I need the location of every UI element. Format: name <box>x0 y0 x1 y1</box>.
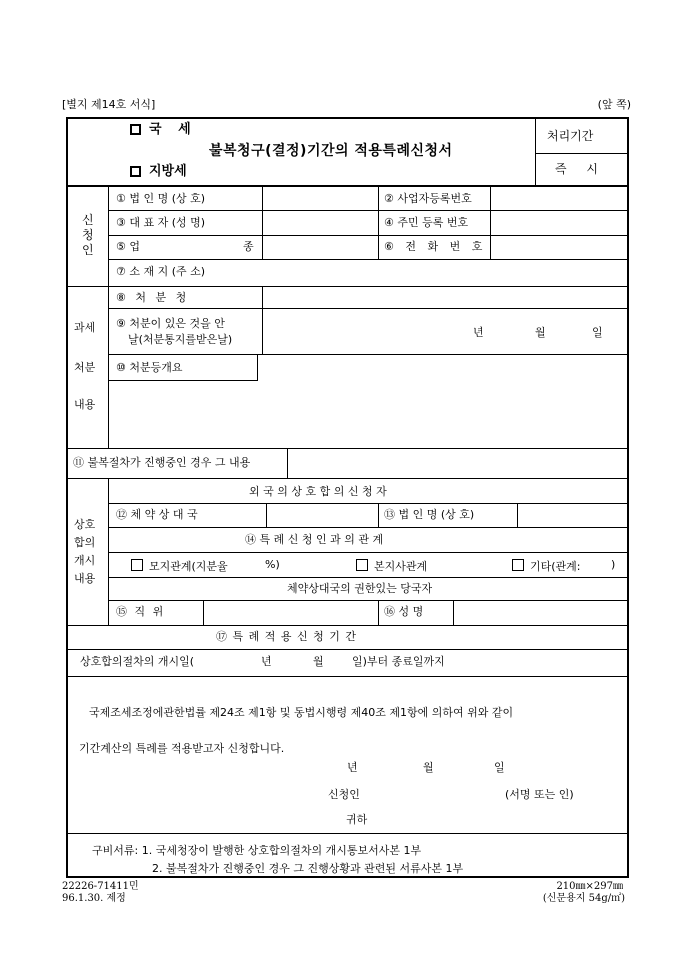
declaration-applicant-label: 신청인 <box>328 788 360 801</box>
date-known-label-1: ⑨ 처분이 있은 것을 안 <box>116 317 225 330</box>
disposition-label-1: 과세 <box>74 321 96 334</box>
applicant-label-1: 신 <box>82 213 94 227</box>
disposition-office-field[interactable] <box>263 287 628 308</box>
date-known-field[interactable] <box>263 309 628 354</box>
attachments-item-1: 구비서류: 1. 국세청장이 발행한 상호합의절차의 개시통보서사본 1부 <box>92 844 422 857</box>
declaration-year: 년 <box>347 761 358 774</box>
checkbox-icon[interactable] <box>356 559 368 571</box>
resident-no-label: ④ 주민 등록 번호 <box>384 216 469 229</box>
checkbox-icon[interactable] <box>130 166 141 177</box>
business-type-field[interactable] <box>263 236 377 259</box>
appeal-in-progress-field[interactable] <box>288 449 628 478</box>
rel-other-end: ) <box>611 558 616 571</box>
rel-branch-option[interactable]: 본지사관계 <box>356 559 427 572</box>
foreign-corp-name-field[interactable] <box>518 504 628 527</box>
date-known-label-2: 날(처분통지를받은날) <box>128 333 233 346</box>
applicant-label-2: 청 <box>82 228 94 242</box>
option-local-tax[interactable]: 지방세 <box>130 165 187 178</box>
corp-name-label: ① 법 인 명 (상 호) <box>116 192 206 205</box>
addressee-label: 귀하 <box>346 813 368 826</box>
signature-note: (서명 또는 인) <box>505 788 574 801</box>
footer-date: 96.1.30. 제정 <box>62 893 126 904</box>
biz-reg-no-label: ② 사업자등록번호 <box>384 192 472 205</box>
declaration-line-1: 국제조세조정에관한법률 제24조 제1항 및 동법시행령 제40조 제1항에 의하여 위와 같이 <box>89 706 514 719</box>
map-label-1: 상호 <box>74 518 96 531</box>
position-field[interactable] <box>204 601 377 625</box>
map-label-3: 개시 <box>74 554 96 567</box>
special-period-prefix: 상호합의절차의 개시일( <box>80 655 195 668</box>
corp-name-field[interactable] <box>263 187 377 210</box>
relationship-heading: ⑭ 특 례 신 청 인 과 의 관 계 <box>245 533 384 546</box>
footer-code: 22226-71411민 <box>62 881 139 892</box>
foreign-corp-name-label: ⑬ 법 인 명 (상 호) <box>384 508 475 521</box>
map-label-4: 내용 <box>74 572 96 585</box>
declaration-line-2: 기간계산의 특례를 적용받고자 신청합니다. <box>79 742 285 755</box>
official-name-field[interactable] <box>454 601 628 625</box>
form-title: 불복청구(결정)기간의 적용특례신청서 <box>209 143 453 159</box>
official-name-label: ⑯ 성 명 <box>384 605 424 618</box>
map-label-2: 합의 <box>74 536 96 549</box>
checkbox-icon[interactable] <box>512 559 524 571</box>
rel-other-option[interactable]: 기타(관계: <box>512 559 581 572</box>
disposition-summary-field[interactable] <box>109 381 628 447</box>
foreign-applicant-heading: 외 국 의 상 호 합 의 신 청 자 <box>249 485 387 498</box>
declaration-month: 월 <box>423 761 434 774</box>
disposition-label-2: 처분 <box>74 361 96 374</box>
attachments-item-2: 2. 불복절차가 진행중인 경우 그 진행상황과 관련된 서류사본 1부 <box>152 862 464 875</box>
treaty-country-label: ⑫ 체 약 상 대 국 <box>116 508 198 521</box>
disposition-summary-label: ⑩ 처분등개요 <box>116 361 183 374</box>
representative-field[interactable] <box>263 211 377 235</box>
footer-paper-type: (신문용지 54g/㎡) <box>542 893 625 904</box>
phone-field[interactable] <box>491 236 628 259</box>
representative-label: ③ 대 표 자 (성 명) <box>116 216 206 229</box>
checkbox-icon[interactable] <box>131 559 143 571</box>
biz-reg-no-field[interactable] <box>491 187 628 210</box>
phone-label: ⑥ 전 화 번 호 <box>384 240 487 253</box>
special-period-heading: ⑰ 특 례 적 용 신 청 기 간 <box>216 630 357 643</box>
processing-period-value: 즉 시 <box>555 162 606 176</box>
date-day-label: 일 <box>592 326 603 339</box>
rel-percent-label: %) <box>265 558 280 571</box>
special-period-suffix: 일)부터 종료일까지 <box>352 655 445 668</box>
processing-period-label: 처리기간 <box>547 129 594 143</box>
appeal-in-progress-label: ⑪ 불복절차가 진행중인 경우 그 내용 <box>73 456 251 469</box>
date-month-label: 월 <box>535 326 546 339</box>
applicant-signature-field[interactable] <box>375 783 495 803</box>
declaration-day: 일 <box>494 761 505 774</box>
business-type-label-end: 종 <box>243 240 254 253</box>
date-year-label: 년 <box>473 326 484 339</box>
applicant-label-3: 인 <box>82 243 94 257</box>
disposition-office-label: ⑧ 처 분 청 <box>116 291 190 304</box>
address-label: ⑦ 소 재 지 (주 소) <box>116 265 206 278</box>
treaty-country-field[interactable] <box>267 504 377 527</box>
special-period-month: 월 <box>313 655 324 668</box>
option-national-tax[interactable]: 국 세 <box>130 123 197 136</box>
page-side-label: (앞 쪽) <box>597 98 631 111</box>
checkbox-icon[interactable] <box>130 124 141 135</box>
special-period-year: 년 <box>261 655 272 668</box>
resident-no-field[interactable] <box>491 211 628 235</box>
footer-paper-size: 210㎜×297㎜ <box>556 881 623 892</box>
rel-parent-option[interactable]: 모지관계(지분율 <box>131 559 228 572</box>
form-number: [별지 제14호 서식] <box>62 98 156 111</box>
disposition-label-3: 내용 <box>74 398 96 411</box>
authority-heading: 체약상대국의 권한있는 당국자 <box>287 582 433 595</box>
position-label: ⑮ 직 위 <box>116 605 166 618</box>
address-field[interactable] <box>263 260 628 286</box>
business-type-label: ⑤ 업 <box>116 240 140 253</box>
